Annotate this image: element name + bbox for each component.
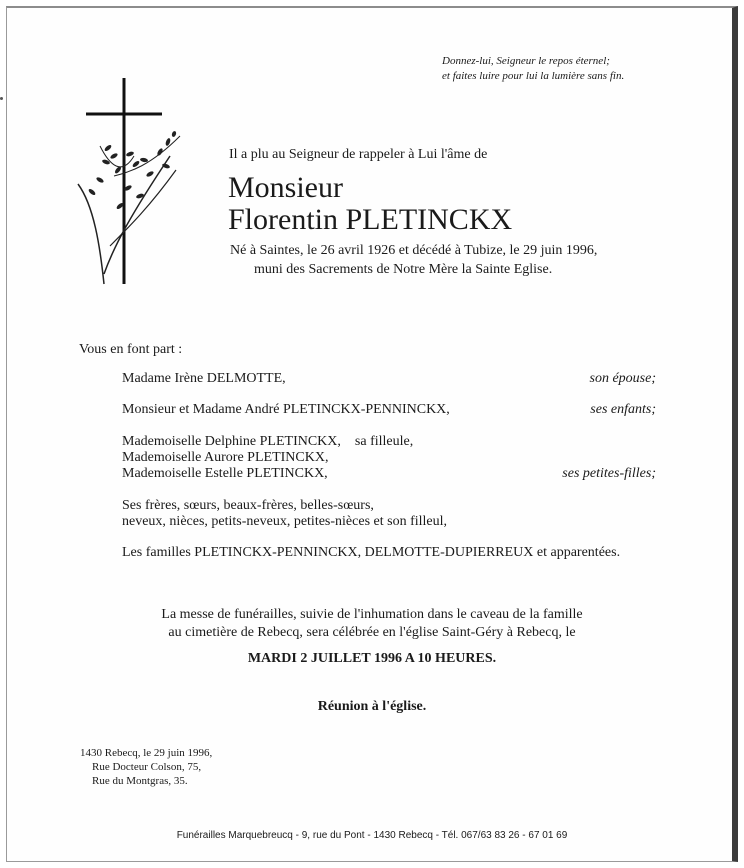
epigraph [442,54,624,84]
family-line: Mademoiselle Estelle PLETINCKX, [122,466,328,481]
family-relation: ses enfants; [590,402,656,417]
address-line: Rue Docteur Colson, 75, [92,761,202,773]
family-line: Madame Irène DELMOTTE, [122,371,286,386]
family-line: Ses frères, sœurs, beaux-frères, belles-sœurs, [122,498,374,513]
epigraph-line-2: et faites luire pour lui la lumière sans fin. [442,70,625,82]
family-relation: ses petites-filles; [562,466,656,481]
binder-hole [0,97,3,100]
announcement-lead: Vous en font part : [79,342,183,357]
family-relation: son épouse; [589,371,656,386]
funeral-home-footer: Funérailles Marquebreucq - 9, rue du Pont - 1430 Rebecq - Tél. 067/63 83 26 - 67 01 69 [176,830,568,841]
family-line: Monsieur et Madame André PLETINCKX-PENNINCKX, [122,402,450,417]
intro-text: Il a plu au Seigneur de rappeler à Lui l'âme de [229,147,488,162]
epigraph-line-1: Donnez-lui, Seigneur le repos éternel; [442,55,610,67]
family-line: Mademoiselle Delphine PLETINCKX, sa filleule, [122,434,414,449]
funeral-date: MARDI 2 JUILLET 1996 A 10 HEURES. [247,651,497,666]
cross-with-wheat-icon [70,76,185,288]
address-line: Rue du Montgras, 35. [92,775,188,787]
sacraments-text: muni des Sacrements de Notre Mère la Sainte Eglise. [254,262,553,277]
deceased-name: Florentin PLETINCKX [228,203,513,236]
family-line: Mademoiselle Aurore PLETINCKX, [122,450,329,465]
birth-death-text: Né à Saintes, le 26 avril 1926 et décédé à Tubize, le 29 juin 1996, [230,243,598,258]
meeting-place: Réunion à l'église. [317,699,427,714]
family-line: Les familles PLETINCKX-PENNINCKX, DELMOTTE-DUPIERREUX et apparentées. [122,545,621,560]
funeral-line-1: La messe de funérailles, suivie de l'inhumation dans le caveau de la famille [161,607,583,622]
deceased-title: Monsieur [228,171,343,204]
funeral-line-2: au cimetière de Rebecq, sera célébrée en l'église Saint-Géry à Rebecq, le [168,625,576,640]
address-line: 1430 Rebecq, le 29 juin 1996, [80,747,213,759]
family-line: neveux, nièces, petits-neveux, petites-nièces et son filleul, [122,514,448,529]
